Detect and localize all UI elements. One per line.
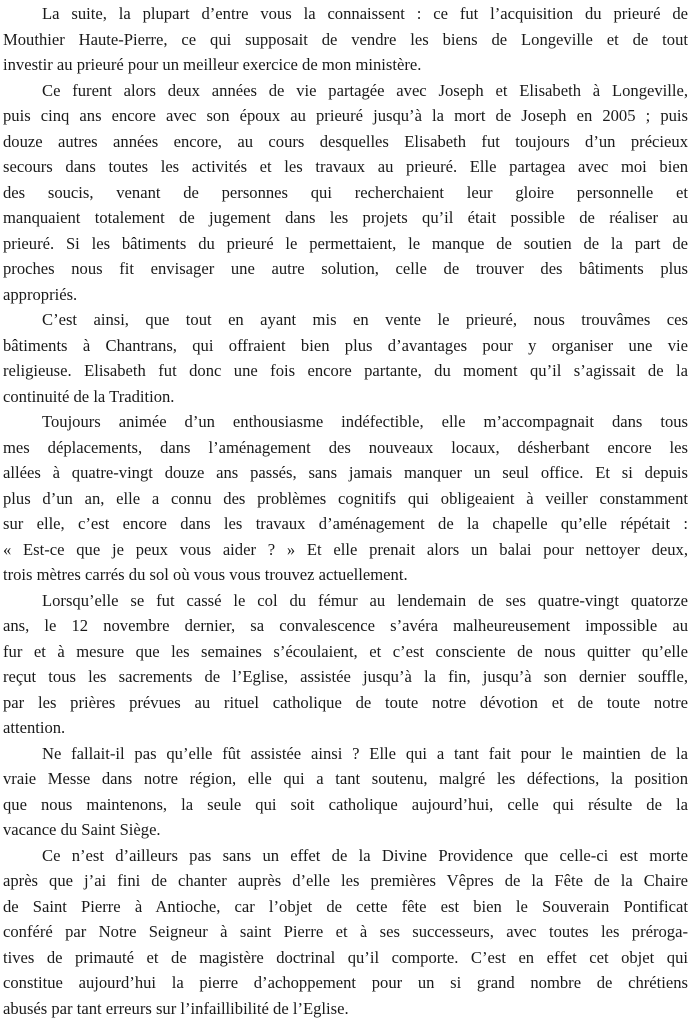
document-page xyxy=(3,0,688,1021)
text-line: bâtiments à Chantrans, qui offraient bien plus d’avantages pour y organiser une vie xyxy=(3,335,688,355)
paragraph xyxy=(3,1,688,78)
paragraph xyxy=(3,409,688,588)
text-line: C’est ainsi, que tout en ayant mis en vente le prieuré, nous trouvâmes ces xyxy=(42,310,688,329)
text-line: conféré par Notre Seigneur à saint Pierre et à ses successeurs, avec toutes les préroga- xyxy=(3,922,688,941)
text-line: Lorsqu’elle se fut cassé le col du fémur au lendemain de ses quatre-vingt quatorze xyxy=(42,590,688,610)
text-line: Ce furent alors deux années de vie partagée avec Joseph et Elisabeth à Longeville, xyxy=(42,80,688,100)
text-line: fur et à mesure que les semaines s’écoulaient, et c’est consciente de nous quitter qu’elle xyxy=(3,641,688,661)
text-line: de Saint Pierre à Antioche, car l’objet de cette fête est bien le Souverain Pontificat xyxy=(3,896,688,916)
text-line: des soucis, venant de personnes qui recherchaient leur gloire personnelle et xyxy=(3,182,688,202)
text-line: sur elle, c’est encore dans les travaux d’aménagement de la chapelle qu’elle répétait : xyxy=(3,514,688,533)
text-line: vraie Messe dans notre région, elle qui a tant soutenu, malgré les défections, la position xyxy=(3,769,688,788)
text-line: douze autres années encore, au cours desquelles Elisabeth fut toujours d’un précieux xyxy=(3,131,688,151)
text-line: que nous maintenons, la seule qui soit catholique aujourd’hui, celle qui résulte de la xyxy=(3,794,688,814)
text-line: proches nous fit envisager une autre solution, celle de trouver des bâtiments plus xyxy=(3,259,688,278)
paragraph xyxy=(3,741,688,843)
text-line: religieuse. Elisabeth fut donc une fois encore partante, du moment qu’il s’agissait de la xyxy=(3,361,688,380)
text-line: Ne fallait-il pas qu’elle fût assistée ainsi ? Elle qui a tant fait pour le maintien de la xyxy=(42,743,688,763)
text-line: allées à quatre-vingt douze ans passés, sans jamais manquer un seul office. Et si depuis xyxy=(3,463,688,482)
text-line: prieuré. Si les bâtiments du prieuré le permettaient, le manque de soutien de la part de xyxy=(3,233,688,253)
text-line: secours dans toutes les activités et les travaux au prieuré. Elle partagea avec moi bien xyxy=(3,157,688,176)
text-line: appropriés. xyxy=(3,284,78,304)
text-line: La suite, la plupart d’entre vous la connaissent : ce fut l’acquisition du prieuré de xyxy=(42,4,688,23)
paragraph xyxy=(3,307,688,409)
text-line: attention. xyxy=(3,718,66,737)
text-line: investir au prieuré pour un meilleur exercice de mon ministère. xyxy=(3,55,422,74)
text-line: plus d’un an, elle a connu des problèmes cognitifs qui obligeaient à veiller constamment xyxy=(3,488,688,508)
text-line: Ce n’est d’ailleurs pas sans un effet de la Divine Providence que celle-ci est morte xyxy=(42,845,688,865)
text-line: après que j’ai fini de chanter auprès d’elle les premières Vêpres de la Fête de la Chaire xyxy=(3,871,688,890)
text-line: abusés par tant erreurs sur l’infaillibilité de l’Eglise. xyxy=(3,998,349,1018)
text-line: trois mètres carrés du sol où vous vous trouvez actuellement. xyxy=(3,565,408,584)
text-line: par les prières prévues au rituel catholique de toute notre dévotion et de toute notre xyxy=(3,692,688,712)
text-line: constitue aujourd’hui la pierre d’achoppement pour un si grand nombre de chrétiens xyxy=(3,973,688,992)
text-line: tives de primauté et de magistère doctrinal qu’il comporte. C’est en effet cet objet qui xyxy=(3,947,688,967)
paragraph xyxy=(3,843,688,1022)
text-line: vacance du Saint Siège. xyxy=(3,820,161,839)
paragraph xyxy=(3,588,688,741)
text-line: manquaient totalement de jugement dans les projets qu’il était possible de réaliser au xyxy=(3,208,688,227)
text-line: continuité de la Tradition. xyxy=(3,386,175,406)
text-line: puis cinq ans encore avec son époux au prieuré jusqu’à la mort de Joseph en 2005 ; puis xyxy=(3,106,688,125)
text-line: ans, le 12 novembre dernier, sa convalescence s’avéra malheureusement impossible au xyxy=(3,616,688,635)
text-line: « Est-ce que je peux vous aider ? » Et elle prenait alors un balai pour nettoyer deux, xyxy=(3,539,688,559)
text-line: Toujours animée d’un enthousiasme indéfectible, elle m’accompagnait dans tous xyxy=(42,412,688,431)
text-line: reçut tous les sacrements de l’Eglise, assistée jusqu’à la fin, jusqu’à son dernier souffle, xyxy=(3,667,688,686)
paragraph xyxy=(3,78,688,308)
text-line: mes déplacements, dans l’aménagement des nouveaux locaux, désherbant encore les xyxy=(3,437,688,457)
text-line: Mouthier Haute-Pierre, ce qui supposait de vendre les biens de Longeville et de tout xyxy=(3,29,688,49)
